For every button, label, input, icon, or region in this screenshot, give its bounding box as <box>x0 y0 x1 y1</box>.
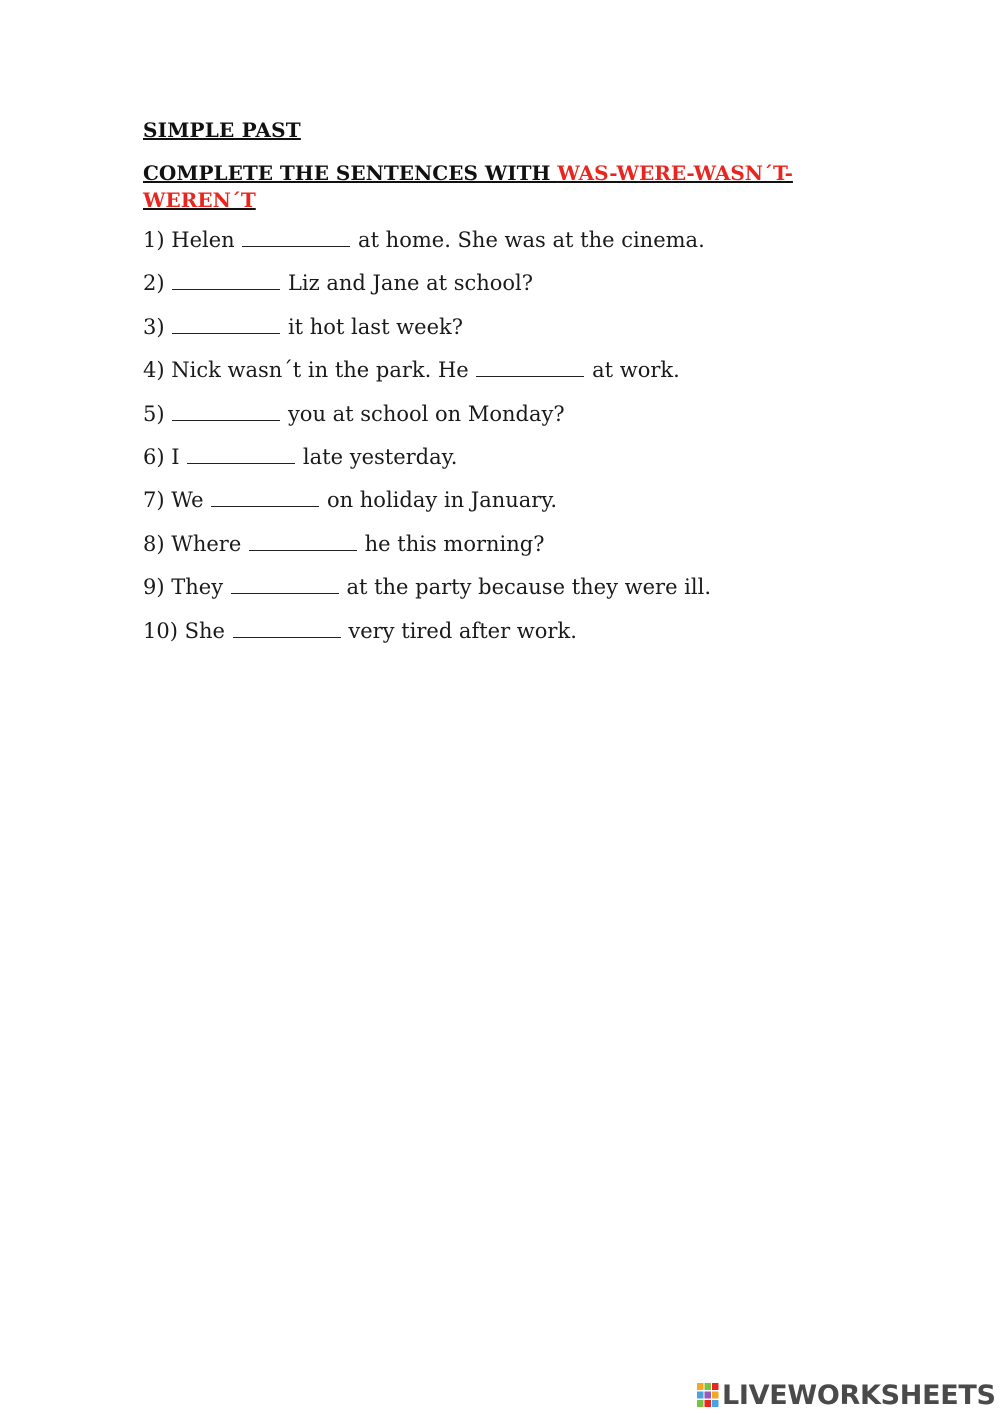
worksheet <box>143 118 863 660</box>
exercise-item-9 <box>143 573 863 616</box>
answer-blank[interactable] <box>476 358 584 377</box>
item-text-after: on holiday in January. <box>326 488 558 513</box>
exercise-item-4 <box>143 356 863 399</box>
item-text-after: you at school on Monday? <box>287 401 565 426</box>
exercise-item-1 <box>143 226 863 269</box>
item-text-after: at the party because they were ill. <box>346 575 711 600</box>
item-text-after: late yesterday. <box>302 444 458 469</box>
exercise-item-2 <box>143 269 863 312</box>
exercise-item-5 <box>143 400 863 443</box>
answer-blank[interactable] <box>249 532 357 551</box>
item-text-before: Where <box>171 531 242 556</box>
item-number: 5) <box>143 401 165 426</box>
item-text-before: Helen <box>171 228 235 252</box>
item-number: 8) <box>143 531 165 556</box>
liveworksheets-logo-icon <box>696 1382 720 1408</box>
item-number: 1) <box>143 228 165 252</box>
instruction-text: COMPLETE THE SENTENCES WITH <box>143 161 558 185</box>
instruction-options: WAS-WERE-WASN´T-WEREN´T <box>143 161 793 212</box>
exercise-item-8 <box>143 530 863 573</box>
item-number: 2) <box>143 271 165 296</box>
item-text-before: We <box>171 488 204 513</box>
answer-blank[interactable] <box>187 445 295 464</box>
item-text-after: very tired after work. <box>348 618 577 643</box>
item-text-before: She <box>184 618 225 643</box>
liveworksheets-brand: LIVEWORKSHEETS <box>722 1379 996 1411</box>
exercise-item-3 <box>143 313 863 356</box>
answer-blank[interactable] <box>172 271 280 290</box>
item-text-after: at work. <box>592 358 680 383</box>
item-number: 3) <box>143 314 165 339</box>
exercise-item-7 <box>143 486 863 529</box>
worksheet-title: SIMPLE PAST <box>143 118 301 142</box>
answer-blank[interactable] <box>172 315 280 334</box>
exercise-item-6 <box>143 443 863 486</box>
item-text-before: Nick wasn´t in the park. He <box>171 358 469 383</box>
worksheet-instruction <box>143 160 863 214</box>
answer-blank[interactable] <box>242 228 350 247</box>
item-text-after: at home. She was at the cinema. <box>358 228 705 252</box>
liveworksheets-logo[interactable] <box>696 1380 996 1410</box>
item-number: 10) <box>143 618 178 643</box>
item-number: 4) <box>143 358 165 383</box>
exercise-item-10 <box>143 617 863 660</box>
exercise-list <box>143 226 863 660</box>
item-text-after: he this morning? <box>364 531 545 556</box>
item-number: 7) <box>143 488 165 513</box>
item-text-before: They <box>171 575 224 600</box>
answer-blank[interactable] <box>172 402 280 421</box>
item-number: 6) <box>143 444 165 469</box>
item-text-after: Liz and Jane at school? <box>287 271 534 296</box>
answer-blank[interactable] <box>233 619 341 638</box>
item-number: 9) <box>143 575 165 600</box>
item-text-before: I <box>171 444 180 469</box>
item-text-after: it hot last week? <box>287 314 463 339</box>
answer-blank[interactable] <box>231 575 339 594</box>
answer-blank[interactable] <box>211 488 319 507</box>
